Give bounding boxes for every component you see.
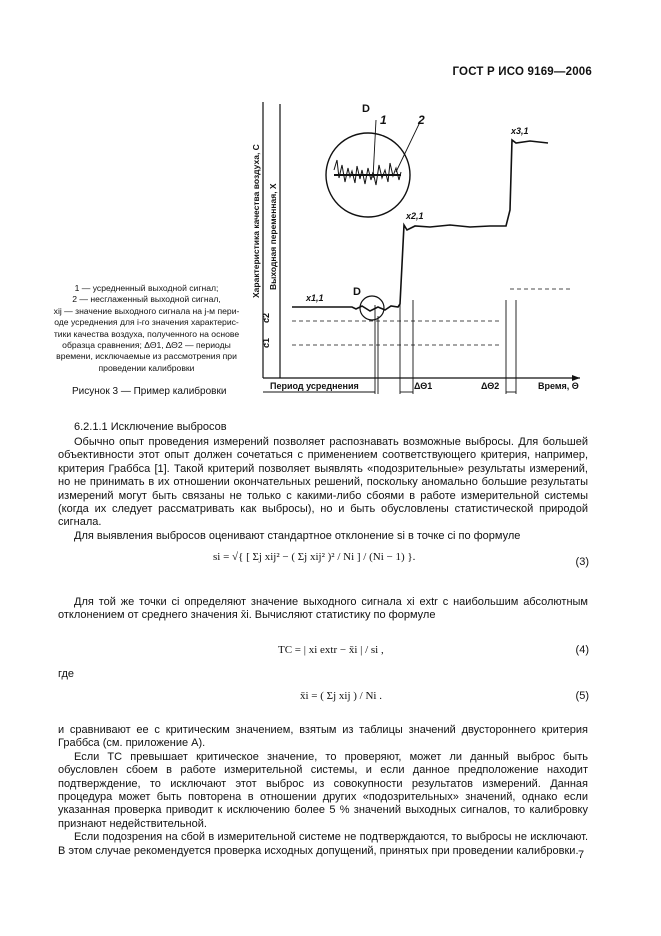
legend-line: 2 — несглаженный выходной сигнал, xyxy=(72,294,221,305)
equation-3-number: (3) xyxy=(575,556,589,568)
zoom-mark-1: 1 xyxy=(380,113,387,127)
body-block-3 xyxy=(58,724,588,858)
where-label: где xyxy=(58,668,75,680)
legend-line: времени, исключаемые из рассмотрения при xyxy=(56,351,237,362)
time-label: Время, Θ xyxy=(538,381,579,391)
section-title: 6.2.1.1 Исключение выбросов xyxy=(74,421,227,433)
x21-label: x2,1 xyxy=(406,211,424,221)
dtheta2-label: ΔΘ2 xyxy=(481,381,500,391)
legend-line: образца сравнения; ΔΘ1, ΔΘ2 — периоды xyxy=(62,340,231,351)
x11-label: x1,1 xyxy=(306,293,324,303)
figure-legend xyxy=(44,283,249,374)
outer-y-axis-label: Характеристика качества воздуха, С xyxy=(251,144,261,298)
equation-5-number: (5) xyxy=(575,690,589,702)
paragraph: Для выявления выбросов оценивают стандартное отклонение si в точке ci по формуле xyxy=(74,529,521,542)
zoom-mark-2: 2 xyxy=(418,113,425,127)
equation-4: ТС = | xi extr − x̄i | / si , xyxy=(278,644,384,656)
dtheta1-label: ΔΘ1 xyxy=(414,381,433,391)
paragraph: Если подозрения на сбой в измерительной системе не подтверждаются, то выбросы не исключают. В этом случае рекомендуется проверка исходных допущений, принятых при проведении калибровки. xyxy=(58,831,588,857)
zoom-label: D xyxy=(362,103,370,115)
equation-5: x̄i = ( Σj xij ) / Ni . xyxy=(300,690,382,702)
figure-caption: Рисунок 3 — Пример калибровки xyxy=(72,386,227,397)
d-label: D xyxy=(353,286,361,298)
x31-label: x3,1 xyxy=(511,126,529,136)
inner-y-axis-label: Выходная переменная, X xyxy=(268,183,278,290)
document-header: ГОСТ Р ИСО 9169—2006 xyxy=(452,66,592,78)
legend-line: xij — значение выходного сигнала на j-м пери- xyxy=(53,305,240,316)
paragraph: и сравнивают ее с критическим значением, взятым из таблицы значений двустороннего критерия Граббса (см. приложение А). xyxy=(58,724,588,750)
legend-line: оде усреднения для i-го значения характерис- xyxy=(54,317,239,328)
legend-line: проведении калибровки xyxy=(98,362,195,373)
c1-label: c1 xyxy=(261,337,271,348)
period-label: Период усреднения xyxy=(270,381,359,391)
paragraph: Для той же точки ci определяют значение выходного сигнала xi extr с наибольшим абсолютным отклонением от среднего значения x̄i. Вычисляют статистику по формуле xyxy=(58,596,588,622)
body-block-1 xyxy=(58,436,588,543)
equation-3: si = √{ [ Σj xij² − ( Σj xij² )² / Ni ] / (Ni − 1) }. xyxy=(213,551,416,563)
paragraph: Если ТС превышает критическое значение, то проверяют, может ли данный выброс быть обусловлен сбоем в работе измерительной системы, и если данное предположение находит подтверждение, то исключают этот выброс из совокупности результатов измерений. Данная процедура может быть повторена в отношении других «подозрительных» значений, однако если указанная проверка приводит к исключению более 5 % значений выходных сигналов, то калибровку признают недействительной. xyxy=(58,750,588,830)
legend-line: тики качества воздуха, полученного на основе xyxy=(53,328,240,339)
page-number: 7 xyxy=(578,849,585,861)
paragraph: Обычно опыт проведения измерений позволяет распознавать возможные выбросы. Для большей объективности этот опыт должен сочетаться с применением соответствующего критерия, например, критерия Граббса [1]. Такой критерий позволяет выявлять «подозрительные» результаты измерений, но не принимать в их отношении окончательных решений, поскольку аномально большие результаты измерений могут быть связаны не только с какими-либо сбоями в работе измерительной системы (когда их следует рассматривать как выбросы), но и быть обусловлены статистической природой сигнала. xyxy=(58,436,588,529)
c2-label: c2 xyxy=(261,312,271,323)
legend-line: 1 — усредненный выходной сигнал; xyxy=(74,283,219,293)
equation-4-number: (4) xyxy=(575,644,589,656)
body-block-2 xyxy=(58,596,588,623)
